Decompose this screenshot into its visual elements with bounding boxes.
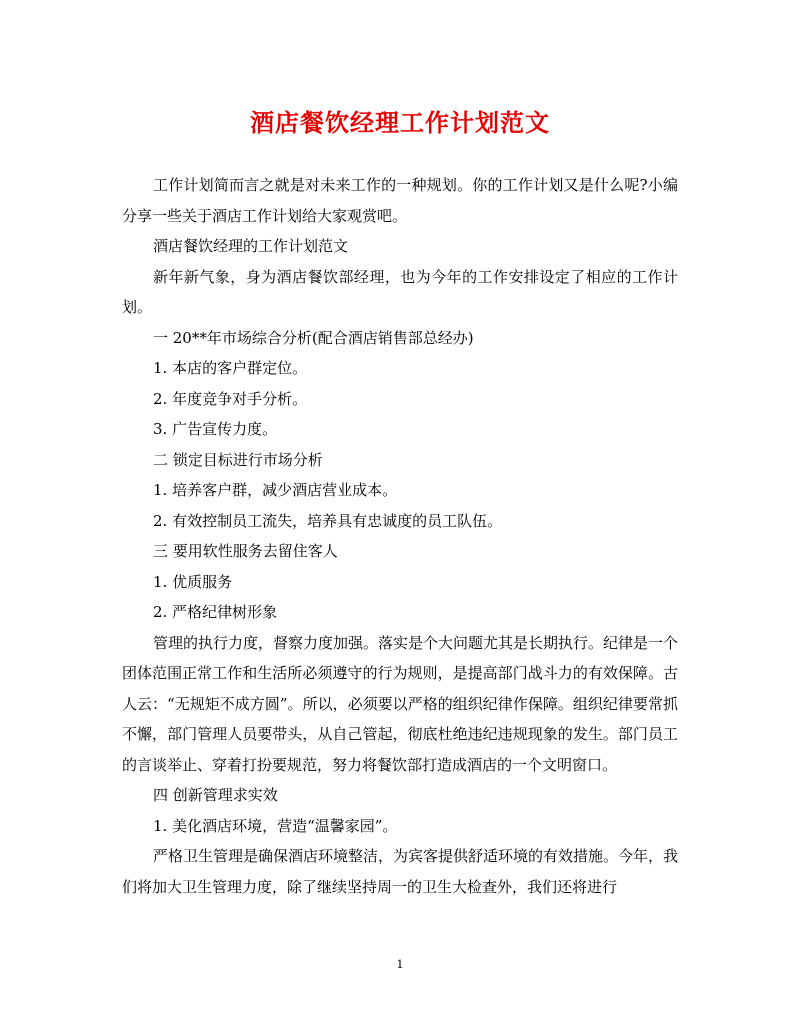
document-title: 酒店餐饮经理工作计划范文 bbox=[250, 108, 550, 137]
list-item: 1. 培养客户群，减少酒店营业成本。 bbox=[153, 481, 398, 499]
section-heading-1: 一 20**年市场综合分析(配合酒店销售部总经办) bbox=[153, 328, 474, 347]
paragraph-discipline: 管理的执行力度，督察力度加强。落实是个大问题尤其是长期执行。纪律是一个团体范围正常工作和生活所必须遵守的行为规则，是提高部门战斗力的有效保障。古人云：“无规矩不成方圆”。所以，必须要以严格的组织纪律作保障。组织纪律要常抓不懈，部门管理人员要带头，从自己管起，彻底杜绝违纪违规现象的发生。部门员工的言谈举止、穿着打扮要规范，努力将餐饮部打造成酒店的一个文明窗口。 bbox=[122, 633, 679, 774]
paragraph-intro: 工作计划简而言之就是对未来工作的一种规划。你的工作计划又是什么呢?小编分享一些关于酒店工作计划给大家观赏吧。 bbox=[122, 176, 678, 225]
list-item: 1. 美化酒店环境，营造“温馨家园”。 bbox=[153, 816, 398, 835]
list-item: 3. 广告宣传力度。 bbox=[153, 420, 278, 438]
section-heading-3: 三 要用软性服务去留住客人 bbox=[153, 542, 338, 560]
section-heading-2: 二 锁定目标进行市场分析 bbox=[153, 450, 323, 469]
list-item: 2. 年度竞争对手分析。 bbox=[153, 389, 308, 408]
paragraph-hygiene: 严格卫生管理是确保酒店环境整洁，为宾客提供舒适环境的有效措施。今年，我们将加大卫生管理力度，除了继续坚持周一的卫生大检查外，我们还将进行 bbox=[122, 847, 679, 896]
paragraph-opening: 新年新气象，身为酒店餐饮部经理，也为今年的工作安排设定了相应的工作计划。 bbox=[122, 267, 678, 316]
section-heading-4: 四 创新管理求实效 bbox=[153, 786, 278, 804]
list-item: 2. 严格纪律树形象 bbox=[153, 603, 278, 621]
list-item: 2. 有效控制员工流失，培养具有忠诚度的员工队伍。 bbox=[153, 511, 503, 530]
list-item: 1. 优质服务 bbox=[153, 572, 233, 591]
list-item: 1. 本店的客户群定位。 bbox=[153, 359, 308, 377]
page-number: 1 bbox=[396, 958, 404, 971]
document-body bbox=[122, 170, 678, 902]
paragraph-subtitle: 酒店餐饮经理的工作计划范文 bbox=[153, 237, 349, 255]
